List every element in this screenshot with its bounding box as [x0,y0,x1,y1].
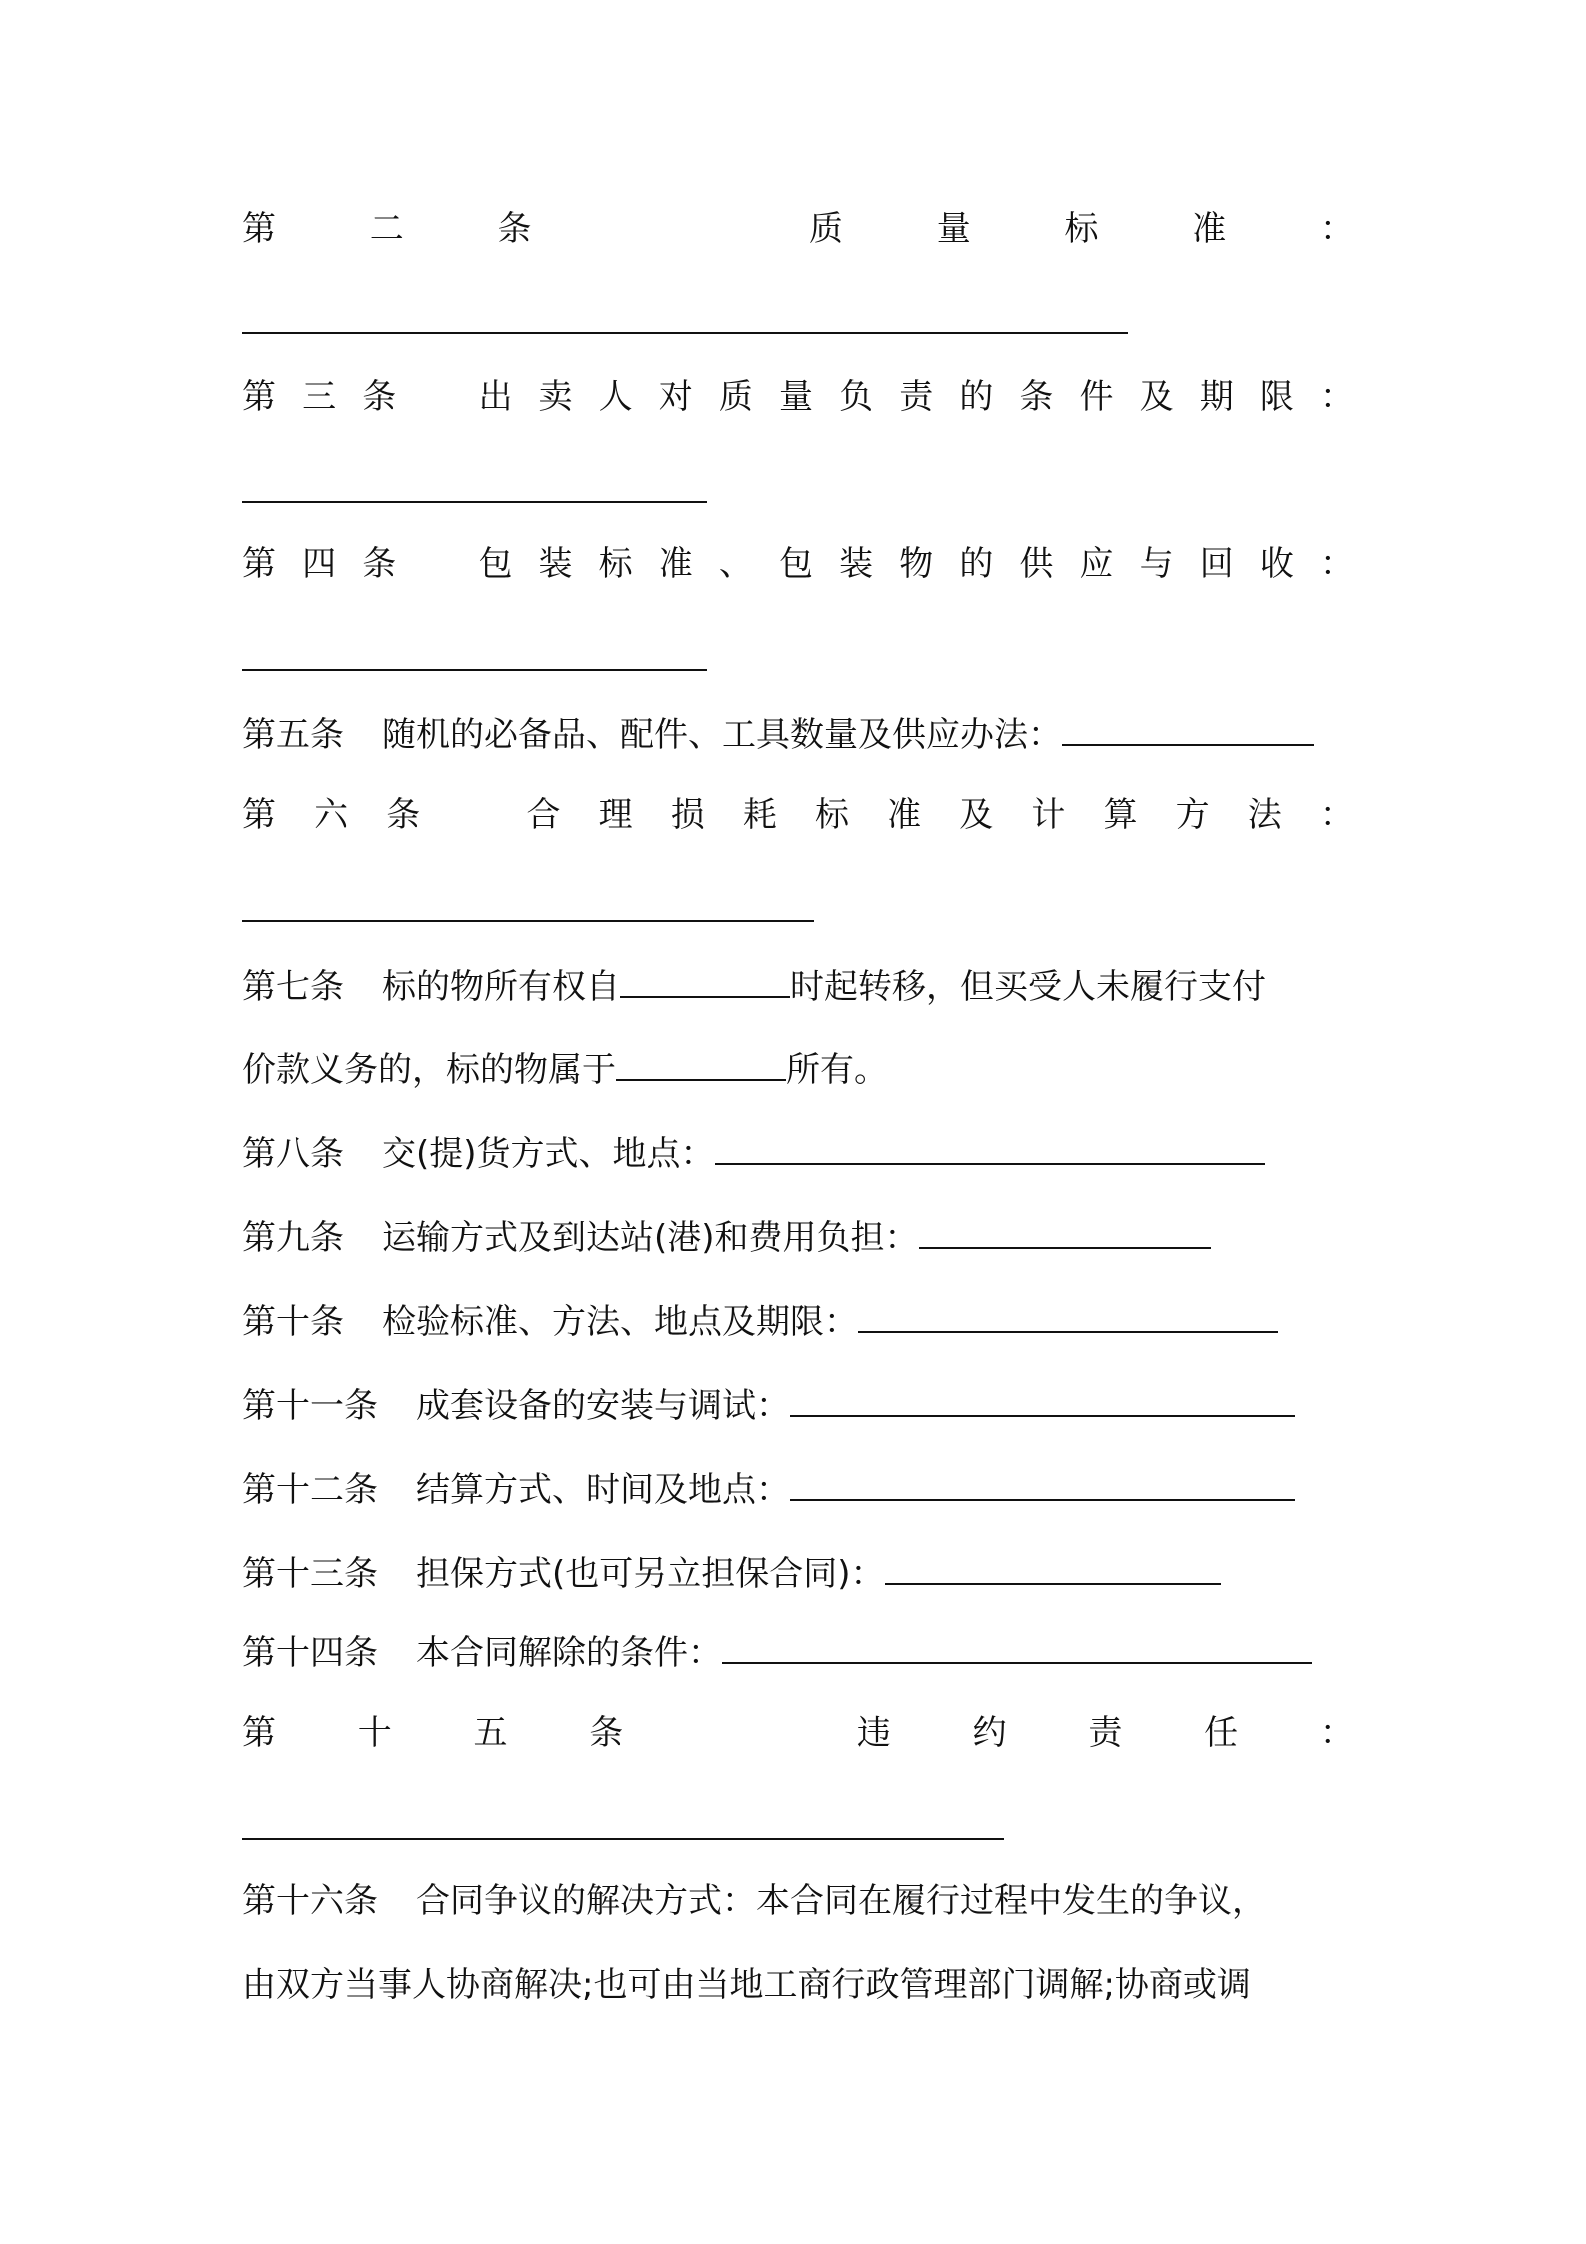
article-15-text-1: 约 [972,1713,1007,1753]
article-2-heading [242,202,1354,256]
article-15-text-2: 责 [1088,1713,1123,1753]
article-11-blank[interactable] [790,1375,1295,1417]
article-6-text-5: 准 [887,795,922,835]
article-7-line2-text: 价款义务的，标的物属于 [242,1050,616,1090]
article-15-num-1: 十 [357,1713,392,1753]
article-16-text: 合同争议的解决方式：本合同在履行过程中发生的争议， [416,1881,1266,1921]
article-4-text-3: 准 [658,544,693,584]
article-4-text-11: 与 [1139,544,1174,584]
article-8-blank[interactable] [715,1123,1265,1165]
article-4-text-12: 回 [1199,544,1234,584]
article-3-text-0: 出 [478,377,513,417]
article-9 [242,1207,1354,1261]
article-15-text-0: 违 [856,1713,891,1753]
article-9-num: 第九条 [242,1218,344,1258]
article-7-line-1 [242,956,1354,1010]
article-6-text-1: 理 [598,795,633,835]
article-4-text-5: 包 [778,544,813,584]
article-2-text-3: 准 [1192,209,1227,249]
article-4-heading [242,537,1354,591]
article-2-num-1: 二 [369,209,404,249]
article-4-num-2: 条 [362,544,397,584]
article-6-num-2: 条 [386,795,421,835]
article-5 [242,704,1354,758]
article-3-num-1: 三 [302,377,337,417]
article-3-text-12: 期 [1199,377,1234,417]
article-5-text: 随机的必备品、配件、工具数量及供应办法： [382,715,1062,755]
article-4-text-10: 应 [1079,544,1114,584]
article-15-heading [242,1706,1354,1760]
article-5-num: 第五条 [242,715,344,755]
article-10 [242,1291,1354,1345]
article-7-num: 第七条 [242,967,344,1007]
article-4-text-6: 装 [839,544,874,584]
article-2-text-4: ： [1320,209,1354,249]
article-11-text: 成套设备的安装与调试： [416,1386,790,1426]
article-4-text-14: ： [1319,544,1354,584]
article-3-text-14: ： [1319,377,1354,417]
article-7-blank-1[interactable] [620,956,790,998]
article-3-heading [242,370,1354,424]
article-2-num-2: 条 [497,209,532,249]
article-6-text-10: 法 [1247,795,1282,835]
article-4-num-0: 第 [242,544,276,584]
article-3-text-11: 及 [1139,377,1174,417]
article-6-text-8: 算 [1103,795,1138,835]
article-16-num: 第十六条 [242,1881,378,1921]
article-15-num-2: 五 [473,1713,508,1753]
article-15-blank[interactable] [242,1838,1004,1840]
article-11-num: 第十一条 [242,1386,378,1426]
article-8-num: 第八条 [242,1134,344,1174]
article-3-num-2: 条 [362,377,397,417]
article-2-text-1: 量 [936,209,971,249]
article-4-text-4: 、 [718,544,753,584]
article-4-text-2: 标 [598,544,633,584]
article-14 [242,1622,1354,1676]
article-10-blank[interactable] [858,1291,1278,1333]
article-5-blank[interactable] [1062,704,1314,746]
article-13-num: 第十三条 [242,1554,378,1594]
article-3-blank[interactable] [242,501,707,503]
article-3-text-3: 对 [658,377,693,417]
article-3-text-2: 人 [598,377,633,417]
article-9-blank[interactable] [919,1207,1211,1249]
article-11 [242,1375,1354,1429]
article-6-text-3: 耗 [742,795,777,835]
article-3-text-4: 质 [718,377,753,417]
article-2-num-0: 第 [242,209,276,249]
article-3-text-8: 的 [959,377,994,417]
article-12-blank[interactable] [790,1459,1295,1501]
article-13 [242,1543,1354,1597]
article-4-text-7: 物 [899,544,934,584]
article-9-text: 运输方式及到达站(港)和费用负担： [382,1218,919,1258]
article-6-text-7: 计 [1031,795,1066,835]
article-6-text-2: 损 [670,795,705,835]
article-13-blank[interactable] [885,1543,1221,1585]
article-12 [242,1459,1354,1513]
article-16-line-1 [242,1874,1354,1928]
article-14-num: 第十四条 [242,1633,378,1673]
article-4-num-1: 四 [302,544,337,584]
article-2-blank[interactable] [242,332,1128,334]
article-4-text-13: 收 [1259,544,1294,584]
article-14-text: 本合同解除的条件： [416,1633,722,1673]
article-6-text-11: ： [1319,795,1354,835]
article-6-blank[interactable] [242,920,814,922]
article-10-num: 第十条 [242,1302,344,1342]
article-6-heading [242,788,1354,842]
article-4-text-8: 的 [959,544,994,584]
article-4-text-9: 供 [1019,544,1054,584]
article-16-line2-text: 由双方当事人协商解决;也可由当地工商行政管理部门调解;协商或调 [242,1965,1251,2005]
article-3-num-0: 第 [242,377,276,417]
article-7-text-1: 标的物所有权自 [382,967,620,1007]
article-6-num-1: 六 [314,795,349,835]
article-7-blank-2[interactable] [616,1039,786,1081]
article-16-line-2 [242,1958,1354,2012]
article-4-text-1: 装 [538,544,573,584]
article-6-text-6: 及 [959,795,994,835]
article-3-text-13: 限 [1259,377,1294,417]
article-15-num-0: 第 [242,1713,276,1753]
article-6-num-0: 第 [242,795,276,835]
article-15-text-3: 任 [1204,1713,1239,1753]
article-6-text-0: 合 [526,795,561,835]
article-2-text-2: 标 [1064,209,1099,249]
article-12-num: 第十二条 [242,1470,378,1510]
article-6-text-9: 方 [1175,795,1210,835]
article-4-blank[interactable] [242,669,707,671]
article-12-text: 结算方式、时间及地点： [416,1470,790,1510]
article-3-text-1: 卖 [538,377,573,417]
article-3-text-5: 量 [778,377,813,417]
article-15-text-4: ： [1319,1713,1354,1753]
article-3-text-7: 责 [899,377,934,417]
article-3-text-10: 件 [1079,377,1114,417]
article-4-text-0: 包 [478,544,513,584]
article-14-blank[interactable] [722,1622,1312,1664]
article-2-text-0: 质 [809,209,843,249]
article-7-text-2: 时起转移，但买受人未履行支付 [790,967,1266,1007]
article-7-line-2 [242,1039,1354,1093]
article-8 [242,1123,1354,1177]
article-7-line2-end: 所有。 [786,1050,888,1090]
article-13-text: 担保方式(也可另立担保合同)： [416,1554,885,1594]
article-10-text: 检验标准、方法、地点及期限： [382,1302,858,1342]
article-3-text-9: 条 [1019,377,1054,417]
article-3-text-6: 负 [839,377,874,417]
article-15-num-3: 条 [589,1713,624,1753]
article-8-text: 交(提)货方式、地点： [382,1134,715,1174]
article-6-text-4: 标 [815,795,849,835]
